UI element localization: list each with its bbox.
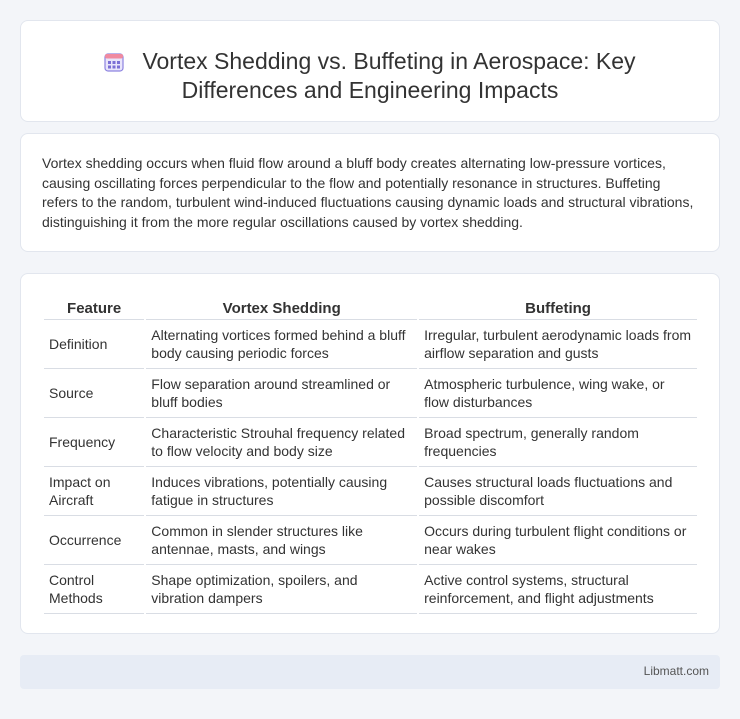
table-row [44,418,697,467]
buffeting-cell: Broad spectrum, generally random frequencies [419,418,697,467]
comparison-card [20,273,720,634]
table-header-row [44,296,697,320]
feature-cell: Frequency [44,418,144,467]
table-row [44,516,697,565]
header-feature: Feature [44,296,144,320]
vortex-cell: Induces vibrations, potentially causing fatigue in structures [146,467,417,516]
intro-card [20,133,720,252]
feature-cell: Impact on Aircraft [44,467,144,516]
header-vortex-shedding: Vortex Shedding [146,296,417,320]
calendar-grid-icon [104,50,124,70]
title-card [20,20,720,122]
footer-bar [20,655,720,689]
page-title-wrap [21,47,719,105]
footer-brand-link[interactable]: Libmatt.com [643,664,709,678]
table-row [44,565,697,614]
table-row [44,369,697,418]
vortex-cell: Characteristic Strouhal frequency related to flow velocity and body size [146,418,417,467]
comparison-table [42,296,699,614]
page-title: Vortex Shedding vs. Buffeting in Aerospace: Key Differences and Engineering Impacts [142,48,636,103]
buffeting-cell: Causes structural loads fluctuations and possible discomfort [419,467,697,516]
vortex-cell: Flow separation around streamlined or bluff bodies [146,369,417,418]
feature-cell: Source [44,369,144,418]
buffeting-cell: Occurs during turbulent flight conditions or near wakes [419,516,697,565]
buffeting-cell: Irregular, turbulent aerodynamic loads from airflow separation and gusts [419,320,697,369]
buffeting-cell: Atmospheric turbulence, wing wake, or flow disturbances [419,369,697,418]
feature-cell: Control Methods [44,565,144,614]
vortex-cell: Shape optimization, spoilers, and vibration dampers [146,565,417,614]
header-buffeting: Buffeting [419,296,697,320]
feature-cell: Occurrence [44,516,144,565]
table-row [44,320,697,369]
vortex-cell: Alternating vortices formed behind a bluff body causing periodic forces [146,320,417,369]
table-row [44,467,697,516]
feature-cell: Definition [44,320,144,369]
vortex-cell: Common in slender structures like antennae, masts, and wings [146,516,417,565]
buffeting-cell: Active control systems, structural reinforcement, and flight adjustments [419,565,697,614]
intro-paragraph: Vortex shedding occurs when fluid flow around a bluff body creates alternating low-pressure vortices, causing oscillating forces perpendicular to the flow and potentially resonance in structures. Buffeting refers to the random, turbulent wind-induced fluctuations causing dynamic loads and structural vibrations, distinguishing it from the more regular oscillations caused by vortex shedding. [42,155,694,230]
